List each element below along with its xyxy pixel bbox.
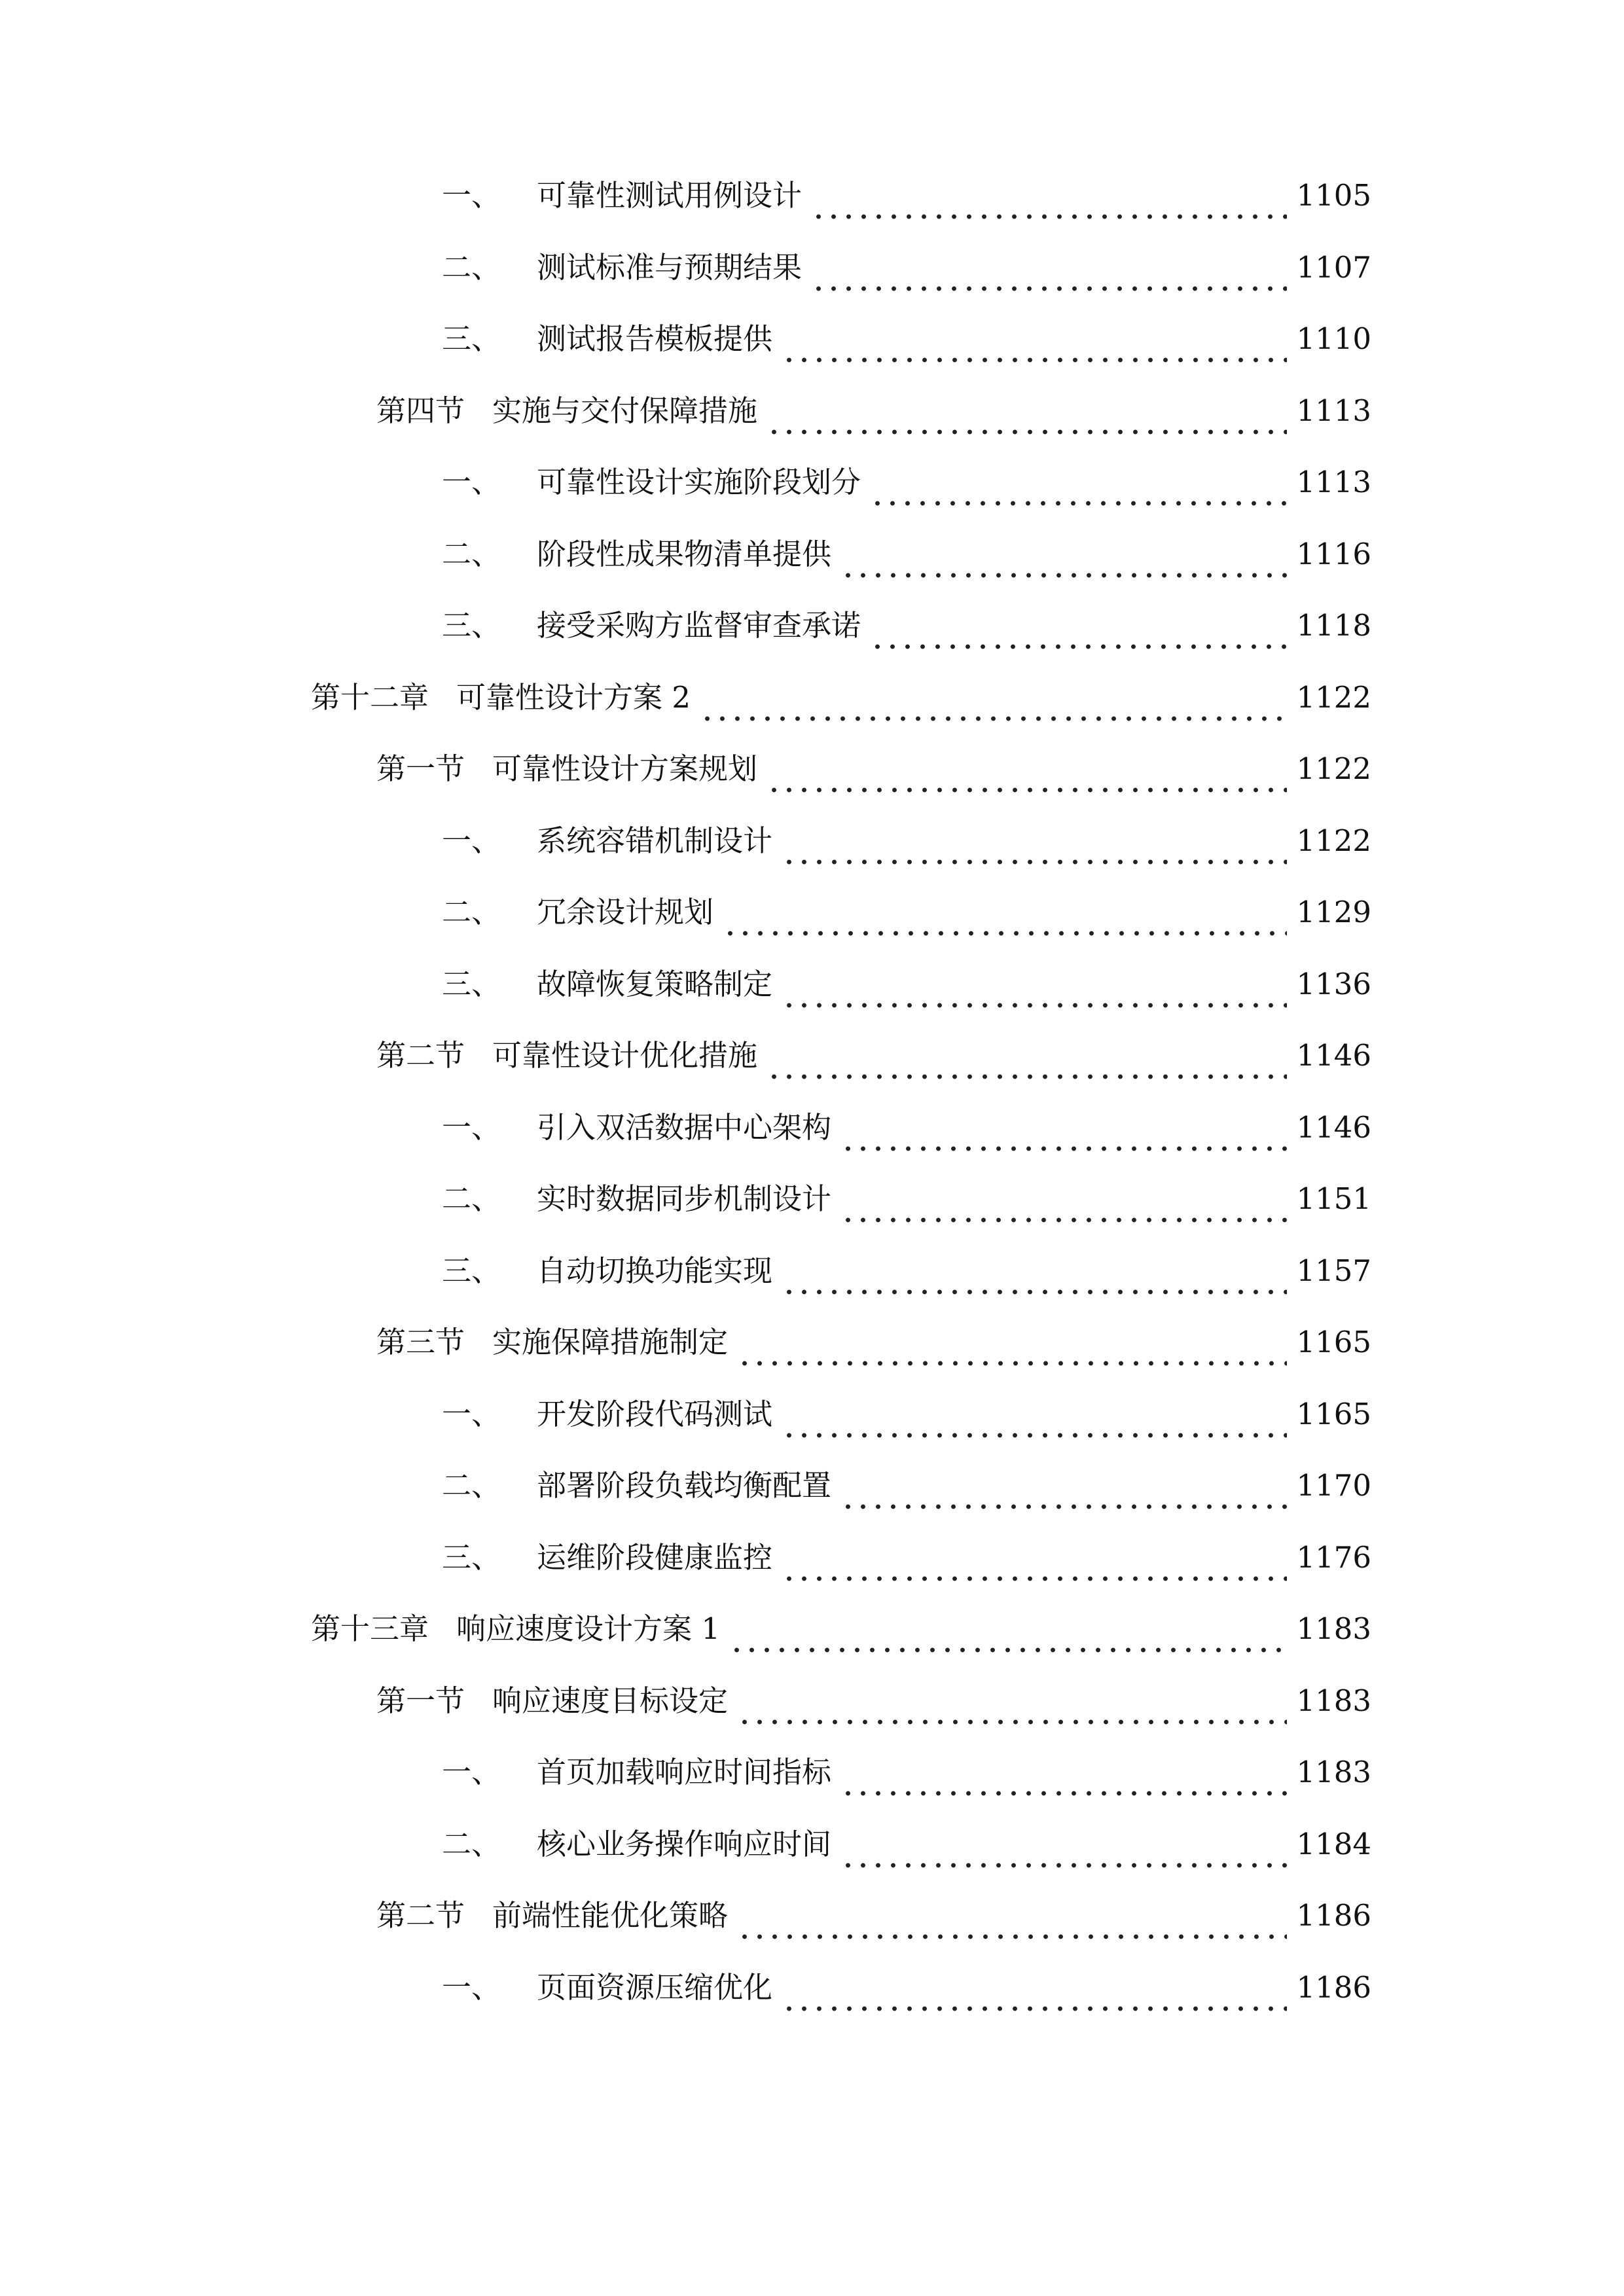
dot-leader (811, 202, 1287, 231)
toc-entry-title: 冗余设计规划 (537, 894, 714, 929)
dot-leader (737, 1708, 1287, 1736)
toc-entry-page-number: 1183 (1296, 1754, 1371, 1789)
toc-entry-chapter[interactable] (311, 1592, 1371, 1664)
toc-entry-item[interactable] (442, 1808, 1371, 1880)
toc-entry-title: 故障恢复策略制定 (537, 966, 773, 1001)
toc-entry-page-number: 1186 (1296, 1897, 1371, 1933)
dot-leader (729, 1636, 1288, 1664)
toc-entry-number: 二、 (442, 536, 501, 571)
toc-entry-item[interactable] (442, 1449, 1371, 1521)
toc-entry-title: 阶段性成果物清单提供 (537, 536, 832, 571)
toc-entry-item[interactable] (442, 1951, 1371, 2023)
toc-entry-number: 第四节 (376, 393, 465, 428)
toc-entry-section[interactable] (376, 1306, 1371, 1378)
toc-entry-item[interactable] (442, 518, 1371, 590)
toc-entry-number: 二、 (442, 1181, 501, 1216)
toc-entry-number: 第一节 (376, 751, 465, 786)
toc-entry-item[interactable] (442, 1234, 1371, 1306)
toc-entry-number: 二、 (442, 1467, 501, 1503)
dot-leader (782, 991, 1287, 1020)
toc-entry-item[interactable] (442, 1091, 1371, 1163)
toc-entry-title: 响应速度设计方案 1 (456, 1611, 720, 1646)
toc-entry-title: 核心业务操作响应时间 (537, 1826, 832, 1861)
toc-entry-page-number: 1184 (1296, 1826, 1371, 1861)
dot-leader (767, 776, 1287, 804)
toc-entry-section[interactable] (376, 1879, 1371, 1951)
toc-entry-title: 实时数据同步机制设计 (537, 1181, 832, 1216)
dot-leader (782, 1278, 1287, 1306)
toc-entry-number: 三、 (442, 1253, 501, 1288)
toc-entry-number: 第二节 (376, 1037, 465, 1073)
dot-leader (767, 1062, 1287, 1091)
toc-entry-title: 自动切换功能实现 (537, 1253, 773, 1288)
toc-entry-number: 一、 (442, 1754, 501, 1789)
toc-entry-item[interactable] (442, 876, 1371, 948)
toc-entry-number: 三、 (442, 966, 501, 1001)
toc-entry-section[interactable] (376, 732, 1371, 804)
toc-entry-number: 二、 (442, 1826, 501, 1861)
toc-entry-section[interactable] (376, 374, 1371, 446)
toc-entry-number: 二、 (442, 894, 501, 929)
toc-entry-page-number: 1122 (1296, 823, 1371, 858)
dot-leader (737, 1922, 1287, 1951)
toc-entry-title: 可靠性设计方案 2 (456, 679, 691, 715)
toc-entry-number: 一、 (442, 1396, 501, 1431)
toc-entry-item[interactable] (442, 1162, 1371, 1234)
toc-entry-page-number: 1157 (1296, 1253, 1371, 1288)
toc-entry-page-number: 1110 (1296, 321, 1371, 356)
toc-entry-item[interactable] (442, 231, 1371, 303)
toc-entry-page-number: 1186 (1296, 1969, 1371, 2005)
toc-entry-number: 第一节 (376, 1683, 465, 1718)
toc-entry-page-number: 1146 (1296, 1109, 1371, 1145)
toc-entry-item[interactable] (442, 589, 1371, 661)
toc-entry-number: 一、 (442, 177, 501, 213)
dot-leader (782, 1994, 1287, 2023)
toc-entry-title: 可靠性设计实施阶段划分 (537, 464, 861, 499)
dot-leader (782, 346, 1287, 374)
toc-entry-item[interactable] (442, 948, 1371, 1020)
toc-entry-chapter[interactable] (311, 661, 1371, 733)
toc-entry-number: 三、 (442, 607, 501, 643)
toc-entry-title: 测试标准与预期结果 (537, 249, 803, 285)
dot-leader (840, 1851, 1287, 1880)
toc-entry-number: 第二节 (376, 1897, 465, 1933)
toc-entry-page-number: 1165 (1296, 1324, 1371, 1359)
toc-entry-page-number: 1105 (1296, 177, 1371, 213)
toc-entry-page-number: 1136 (1296, 966, 1371, 1001)
toc-entry-title: 接受采购方监督审查承诺 (537, 607, 861, 643)
toc-entry-title: 可靠性测试用例设计 (537, 177, 803, 213)
dot-leader (840, 561, 1287, 590)
dot-leader (700, 704, 1288, 733)
toc-entry-title: 可靠性设计优化措施 (492, 1037, 758, 1073)
toc-entry-title: 首页加载响应时间指标 (537, 1754, 832, 1789)
toc-entry-item[interactable] (442, 446, 1371, 518)
toc-entry-title: 引入双活数据中心架构 (537, 1109, 832, 1145)
toc-entry-page-number: 1116 (1296, 536, 1371, 571)
toc-entry-title: 响应速度目标设定 (492, 1683, 729, 1718)
toc-entry-title: 前端性能优化策略 (492, 1897, 729, 1933)
dot-leader (782, 1421, 1287, 1450)
dot-leader (782, 1564, 1287, 1593)
toc-entry-title: 开发阶段代码测试 (537, 1396, 773, 1431)
toc-entry-number: 一、 (442, 1969, 501, 2005)
toc-entry-title: 可靠性设计方案规划 (492, 751, 758, 786)
toc-entry-item[interactable] (442, 1521, 1371, 1593)
toc-entry-number: 三、 (442, 1539, 501, 1575)
toc-entry-section[interactable] (376, 1664, 1371, 1736)
dot-leader (840, 1206, 1287, 1234)
dot-leader (737, 1349, 1287, 1378)
dot-leader (723, 919, 1287, 948)
toc-entry-page-number: 1183 (1296, 1611, 1371, 1646)
dot-leader (870, 632, 1287, 661)
toc-entry-item[interactable] (442, 1736, 1371, 1808)
dot-leader (840, 1779, 1287, 1808)
dot-leader (870, 489, 1287, 518)
dot-leader (811, 274, 1287, 303)
toc-entry-page-number: 1113 (1296, 393, 1371, 428)
toc-entry-page-number: 1107 (1296, 249, 1371, 285)
toc-entry-number: 第三节 (376, 1324, 465, 1359)
toc-entry-page-number: 1122 (1296, 751, 1371, 786)
toc-entry-page-number: 1151 (1296, 1181, 1371, 1216)
toc-entry-item[interactable] (442, 1378, 1371, 1450)
toc-entry-page-number: 1183 (1296, 1683, 1371, 1718)
toc-entry-number: 一、 (442, 464, 501, 499)
toc-entry-page-number: 1129 (1296, 894, 1371, 929)
toc-entry-title: 运维阶段健康监控 (537, 1539, 773, 1575)
toc-entry-item[interactable] (442, 804, 1371, 876)
toc-entry-title: 部署阶段负载均衡配置 (537, 1467, 832, 1503)
toc-entry-number: 第十二章 (311, 679, 429, 715)
toc-entry-title: 系统容错机制设计 (537, 823, 773, 858)
toc-entry-title: 测试报告模板提供 (537, 321, 773, 356)
dot-leader (767, 418, 1287, 446)
toc-entry-item[interactable] (442, 159, 1371, 231)
dot-leader (840, 1134, 1287, 1163)
dot-leader (782, 848, 1287, 876)
toc-entry-title: 实施保障措施制定 (492, 1324, 729, 1359)
toc-entry-section[interactable] (376, 1019, 1371, 1091)
toc-entry-page-number: 1146 (1296, 1037, 1371, 1073)
toc-entry-number: 二、 (442, 249, 501, 285)
dot-leader (840, 1492, 1287, 1521)
toc-entry-page-number: 1170 (1296, 1467, 1371, 1503)
toc-entry-number: 第十三章 (311, 1611, 429, 1646)
toc-entry-title: 页面资源压缩优化 (537, 1969, 773, 2005)
toc-entry-number: 三、 (442, 321, 501, 356)
toc-entry-item[interactable] (442, 302, 1371, 374)
toc-entry-number: 一、 (442, 1109, 501, 1145)
toc-entry-page-number: 1165 (1296, 1396, 1371, 1431)
toc-entry-page-number: 1118 (1296, 607, 1371, 643)
toc-entry-page-number: 1113 (1296, 464, 1371, 499)
toc-entry-page-number: 1176 (1296, 1539, 1371, 1575)
toc-entry-title: 实施与交付保障措施 (492, 393, 758, 428)
toc-entry-page-number: 1122 (1296, 679, 1371, 715)
toc-entry-number: 一、 (442, 823, 501, 858)
